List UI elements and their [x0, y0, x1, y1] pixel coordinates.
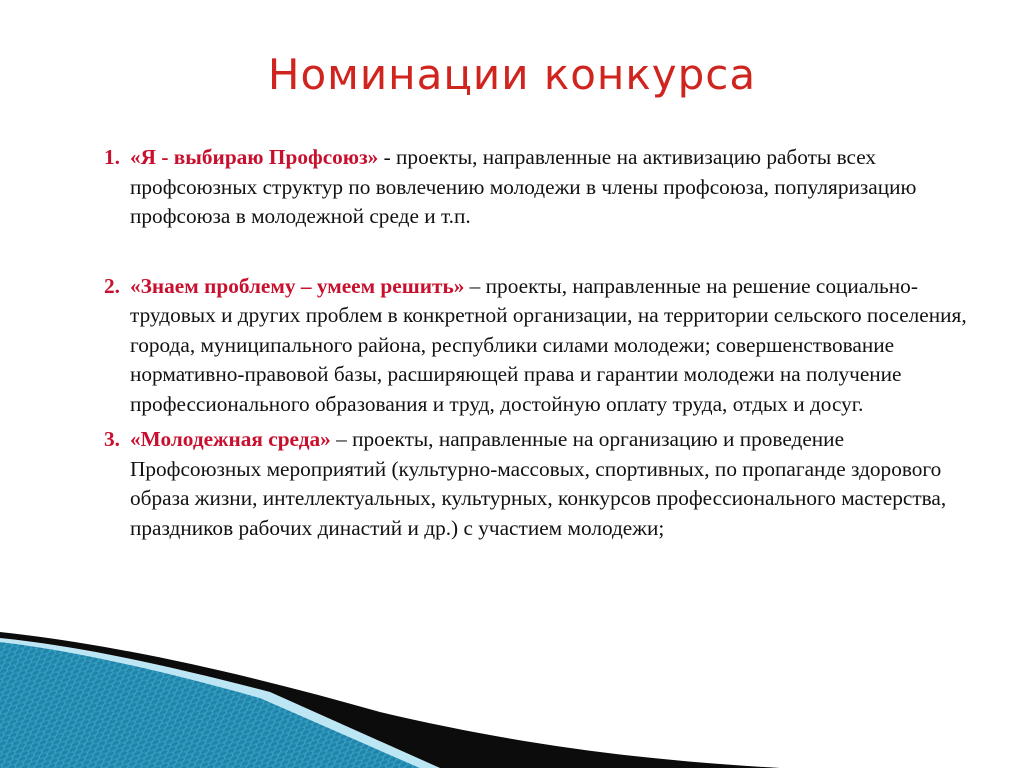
nominations-list [104, 143, 974, 543]
nomination-number: 3. [104, 427, 120, 451]
slide-title: Номинации конкурса [267, 50, 757, 99]
nomination-item [104, 143, 974, 232]
nomination-name: «Молодежная среда» [130, 427, 331, 451]
nomination-description: – проекты, направленные на организацию и проведение Профсоюзных мероприятий (культурно-массовых, спортивных, по пропаганде здорового образа жизни, интеллектуальных, культурных, конкурсов профессионального мастерства, праздников рабочих династий и др.) с участием молодежи; [130, 427, 947, 540]
nomination-name: «Знаем проблему – умеем решить» [130, 273, 465, 298]
nomination-item [104, 272, 974, 420]
nomination-name: «Я - выбираю Профсоюз» [130, 145, 379, 169]
nomination-description: – проекты, направленные на решение социально-трудовых и других проблем в конкретной организации, на территории сельского поселения, города, муниципального района, республики силами молодежи; совершенствование нормативно-правовой базы, расширяющей права и гарантии молодежи на получение профессионального образования и труд, достойную оплату труда, отдых и досуг. [130, 273, 967, 416]
nomination-number: 2. [104, 273, 120, 298]
nomination-number: 1. [104, 145, 120, 169]
nomination-description: - проекты, направленные на активизацию работы всех профсоюзных структур по вовлечению молодежи в члены профсоюза, популяризацию профсоюза в молодежной среде и т.п. [130, 145, 917, 228]
wave-blue [0, 642, 420, 768]
nomination-item [104, 425, 974, 543]
decorative-wave [0, 600, 1024, 768]
